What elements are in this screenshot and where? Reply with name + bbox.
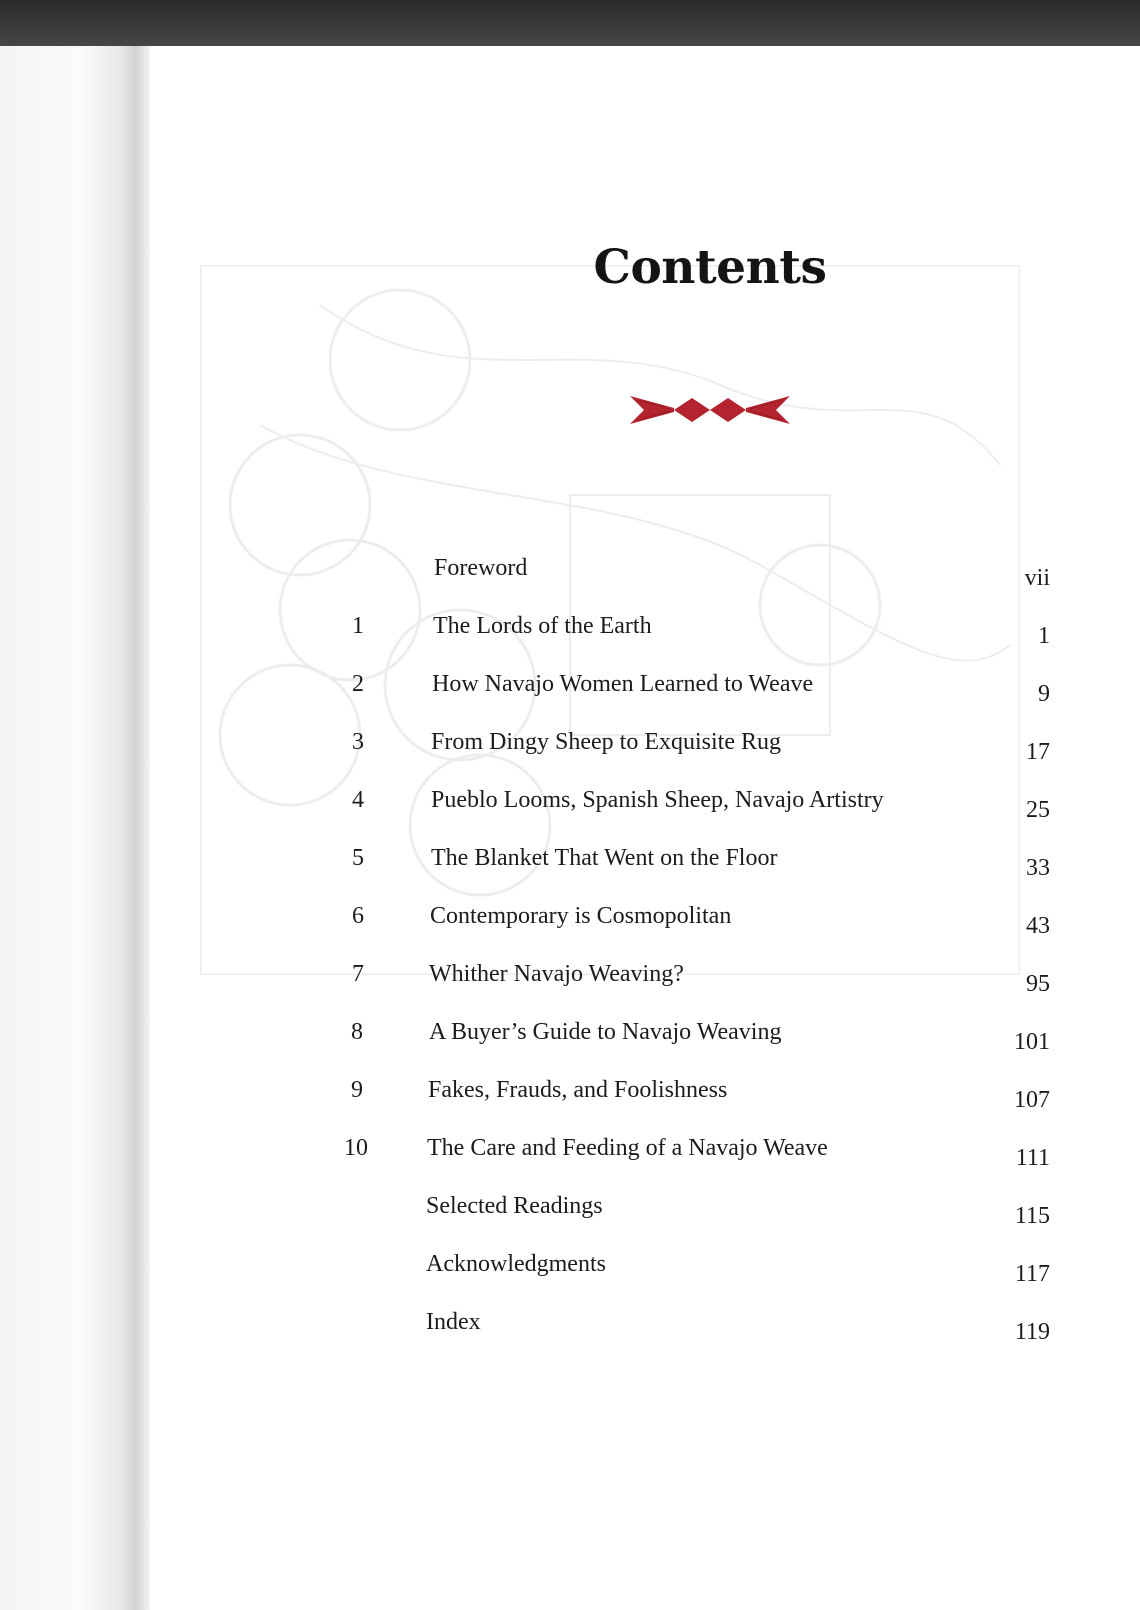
toc-chapter-number: 2: [352, 671, 364, 697]
toc-page-number: 119: [1014, 1319, 1050, 1345]
toc-chapter-title: How Navajo Women Learned to Weave: [432, 671, 814, 697]
toc-chapter-title: Pueblo Looms, Spanish Sheep, Navajo Artistry: [431, 787, 884, 813]
toc-entry-selected-readings: [340, 1193, 1050, 1233]
toc-page-number: 115: [1014, 1203, 1050, 1229]
toc-chapter-title: A Buyer’s Guide to Navajo Weaving: [429, 1019, 782, 1045]
toc-page-number: 1: [1038, 623, 1050, 649]
toc-chapter-title: From Dingy Sheep to Exquisite Rug: [431, 729, 781, 755]
toc-entry-3: [340, 729, 1050, 769]
toc-chapter-number: 3: [352, 729, 364, 755]
toc-chapter-title: The Blanket That Went on the Floor: [431, 845, 778, 871]
toc-chapter-title: Fakes, Frauds, and Foolishness: [428, 1077, 728, 1103]
toc-chapter-title: Index: [426, 1309, 481, 1335]
toc-entry-9: [340, 1077, 1050, 1117]
woven-diamond-ornament-icon: [630, 394, 790, 426]
toc-entry-5: [340, 845, 1050, 885]
toc-page-number: 25: [1026, 797, 1050, 823]
page-title: Contents: [593, 240, 827, 295]
toc-page-number: 43: [1026, 913, 1050, 939]
toc-chapter-number: 6: [352, 903, 364, 929]
toc-entry-index: [340, 1309, 1050, 1349]
toc-chapter-title: Selected Readings: [426, 1193, 603, 1219]
toc-chapter-number: 10: [344, 1135, 368, 1161]
toc-entry-foreword: [340, 555, 1050, 595]
toc-entry-6: [340, 903, 1050, 943]
toc-entry-1: [340, 613, 1050, 653]
toc-page-number: 17: [1026, 739, 1050, 765]
toc-page-number: 95: [1026, 971, 1050, 997]
toc-chapter-number: 1: [352, 613, 364, 639]
toc-chapter-number: 9: [351, 1077, 363, 1103]
toc-entry-acknowledgments: [340, 1251, 1050, 1291]
toc-chapter-title: The Lords of the Earth: [433, 613, 652, 639]
toc-entry-10: [340, 1135, 1050, 1175]
toc-chapter-number: 8: [351, 1019, 363, 1045]
toc-entry-7: [340, 961, 1050, 1001]
scanner-shadow-band: [0, 0, 1140, 52]
toc-entry-2: [340, 671, 1050, 711]
toc-page-number: 111: [1015, 1145, 1050, 1171]
toc-entry-8: [340, 1019, 1050, 1059]
toc-chapter-title: The Care and Feeding of a Navajo Weave: [427, 1135, 828, 1161]
toc-page-number: vii: [1024, 565, 1050, 591]
toc-chapter-number: 4: [352, 787, 364, 813]
toc-page-number: 33: [1026, 855, 1050, 881]
toc-page-number: 107: [1014, 1087, 1050, 1113]
toc-chapter-title: Contemporary is Cosmopolitan: [430, 903, 732, 929]
toc-entry-4: [340, 787, 1050, 827]
toc-chapter-number: 7: [352, 961, 364, 987]
toc-page-number: 101: [1014, 1029, 1050, 1055]
toc-page-number: 117: [1014, 1261, 1050, 1287]
toc-chapter-title: Foreword: [434, 555, 528, 581]
toc-chapter-title: Acknowledgments: [426, 1251, 606, 1277]
toc-chapter-title: Whither Navajo Weaving?: [429, 961, 684, 987]
toc-chapter-number: 5: [352, 845, 364, 871]
toc-page-number: 9: [1038, 681, 1050, 707]
